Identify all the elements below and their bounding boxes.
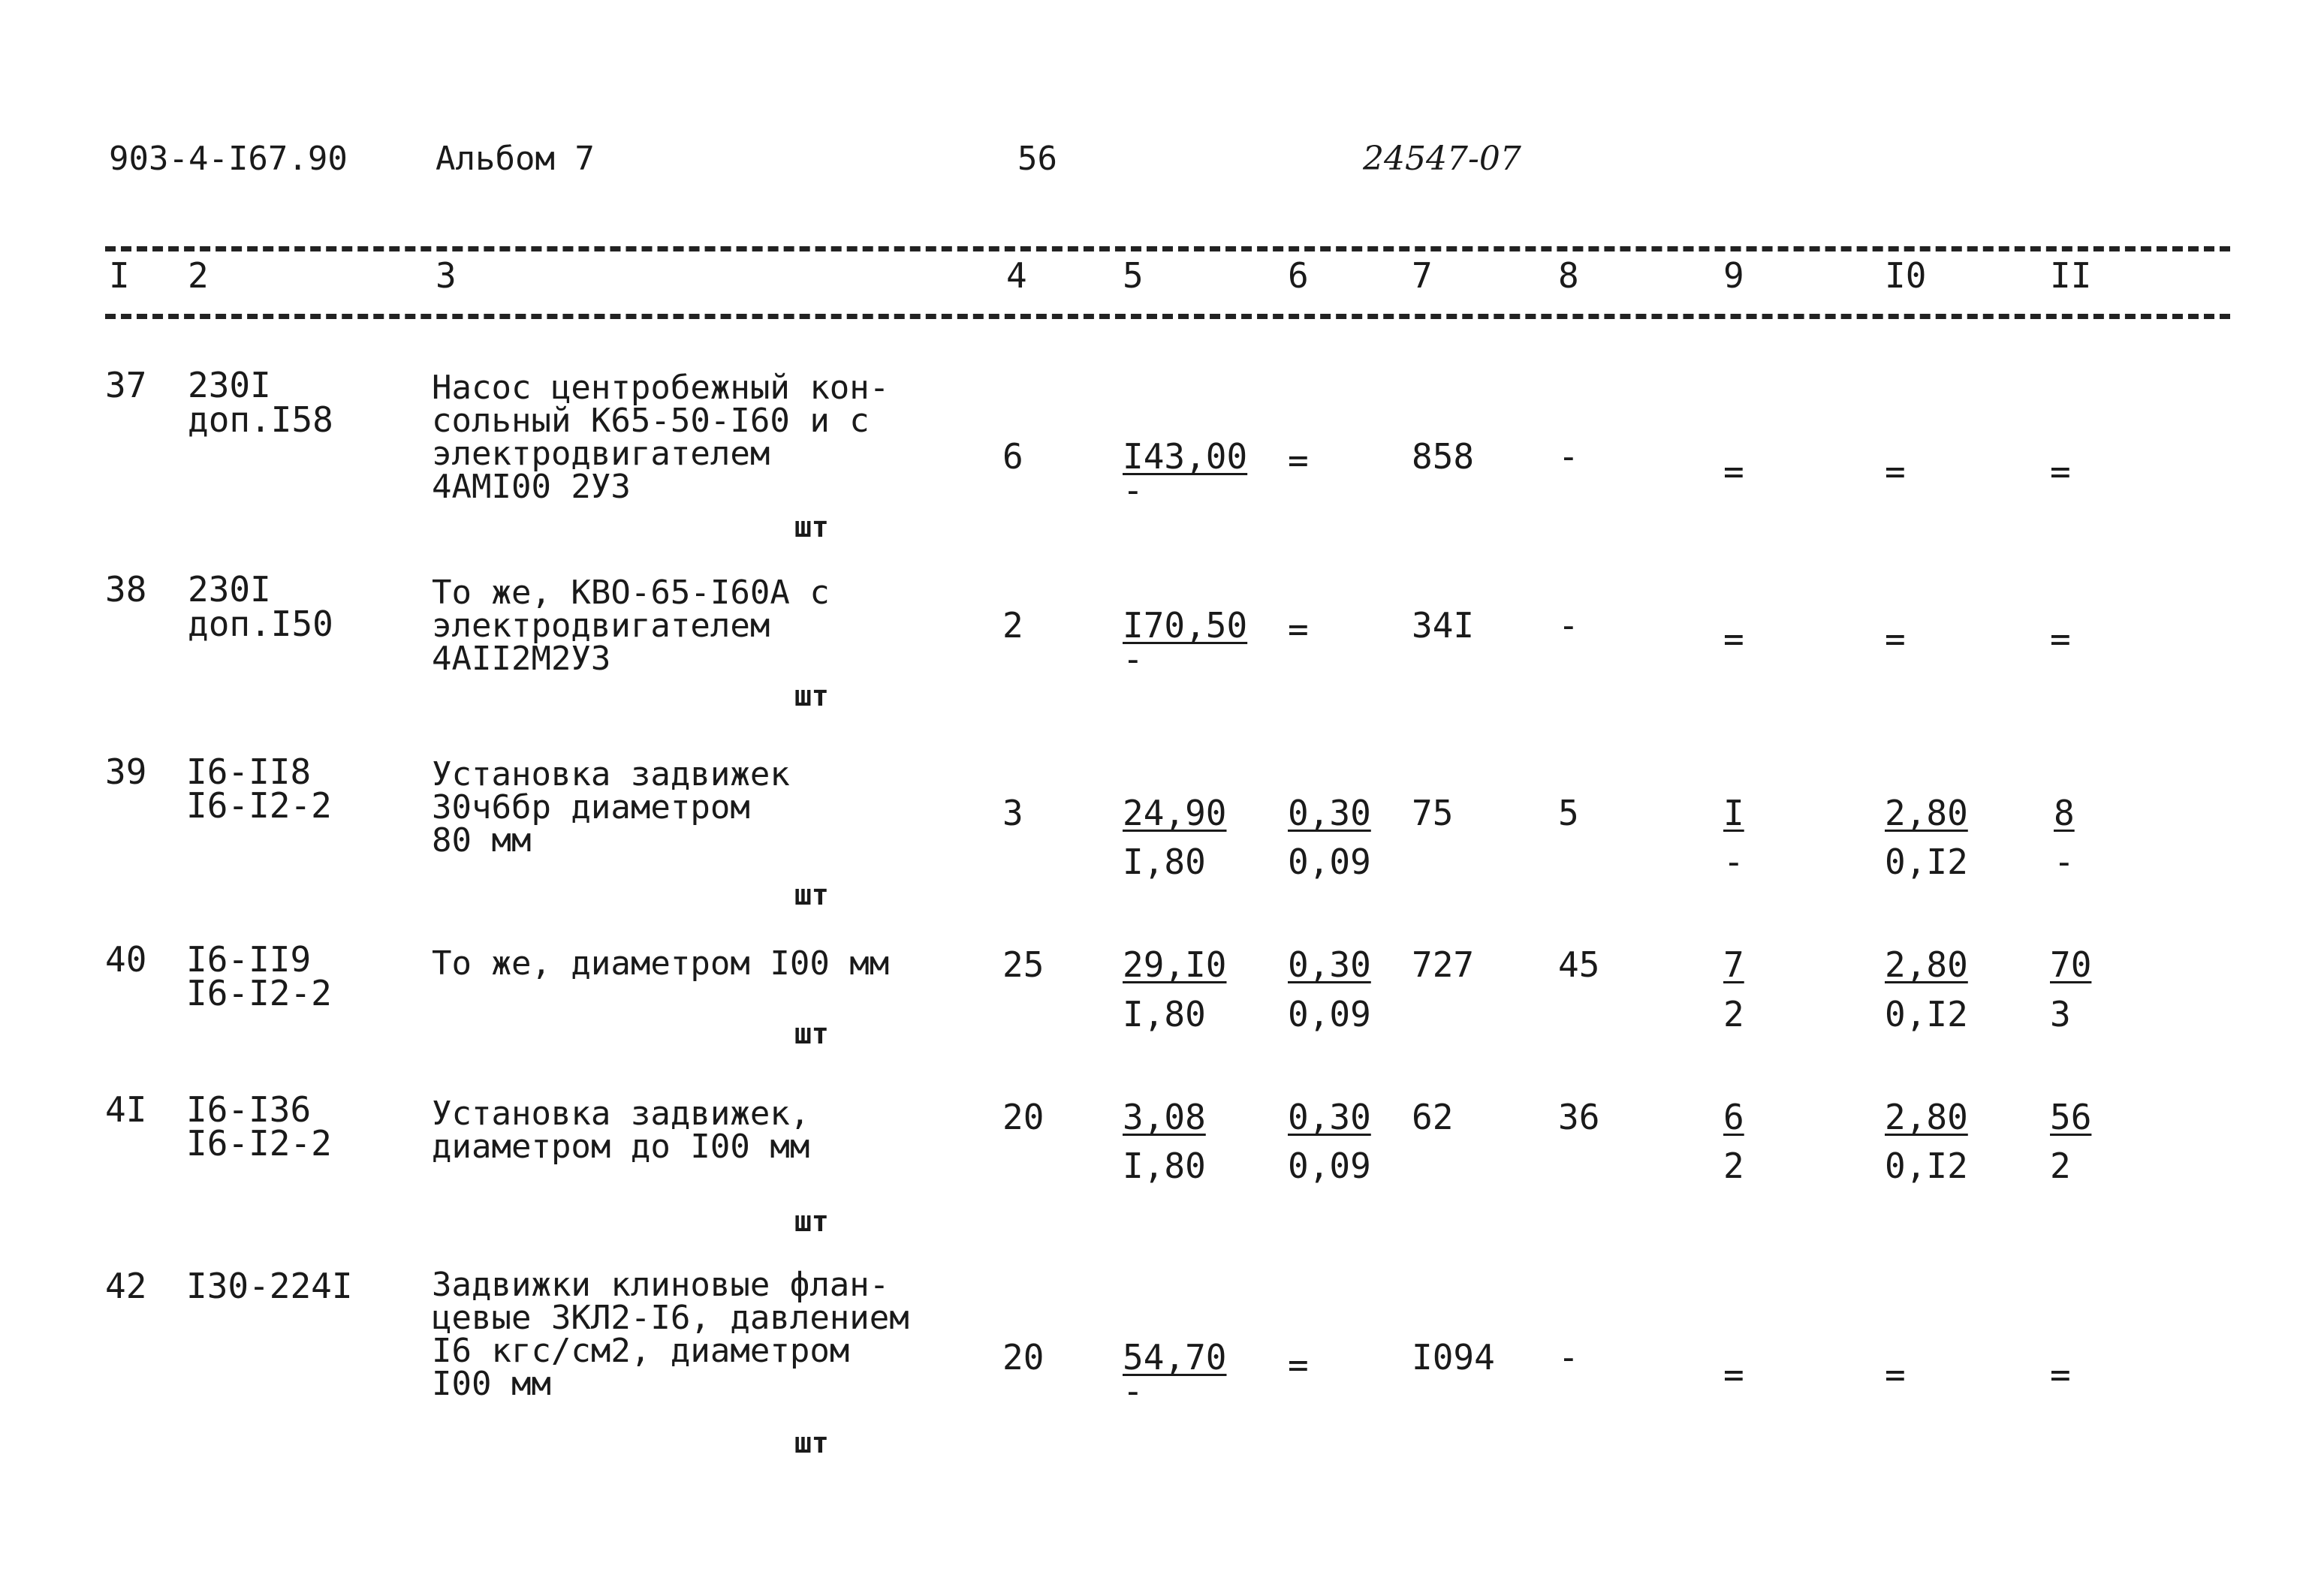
item-description: То же, КВО-65-I60А с электродвигателем 4АII2М2У3: [432, 574, 830, 678]
unit-label: шт: [794, 1017, 829, 1050]
col6-sub: 0,09: [1288, 842, 1371, 882]
col5-sub: -: [1123, 1371, 1144, 1411]
col10-value: 2,80: [1885, 1097, 1968, 1137]
col5-sub: I,80: [1123, 994, 1206, 1034]
unit-label: шт: [794, 1426, 829, 1459]
col7-value: 727: [1412, 944, 1475, 985]
col9-ditto: =: [1723, 1354, 1744, 1395]
col9-value: I: [1723, 793, 1744, 833]
col-header-3: 3: [436, 255, 457, 296]
col11-ditto: =: [2050, 1354, 2071, 1395]
row-number: 4I: [105, 1089, 147, 1130]
col11-ditto: =: [2050, 619, 2071, 659]
col6-ditto: =: [1288, 440, 1309, 480]
col-header-11: II: [2050, 255, 2092, 296]
col9-value: 6: [1723, 1097, 1744, 1137]
col10-sub: 0,I2: [1885, 994, 1968, 1034]
row-number: 37: [105, 365, 147, 405]
col7-value: 858: [1412, 436, 1475, 477]
col10-sub: 0,I2: [1885, 842, 1968, 882]
item-description: Насос центробежный кон- сольный К65-50-I60 и с электродвигателем 4АМI00 2У3: [432, 369, 890, 506]
col8-value: -: [1558, 436, 1579, 477]
col10-value: 2,80: [1885, 793, 1968, 833]
col11-sub: -: [2054, 842, 2075, 882]
quantity: 2: [1002, 605, 1023, 646]
col-header-7: 7: [1412, 255, 1433, 296]
col5-value: 24,90: [1123, 793, 1227, 833]
col6-ditto: =: [1288, 1345, 1309, 1385]
row-number: 38: [105, 569, 147, 610]
col-header-1: I: [109, 255, 130, 296]
row-number: 40: [105, 939, 147, 980]
col9-ditto: =: [1723, 451, 1744, 492]
header-rule-top: [105, 246, 2230, 251]
code-primary: I30-224I: [186, 1266, 353, 1306]
col6-value: 0,30: [1288, 1097, 1371, 1137]
col8-value: 36: [1558, 1097, 1600, 1137]
col-header-4: 4: [1006, 255, 1027, 296]
code-primary: I6-II8: [186, 751, 312, 792]
col6-value: 0,30: [1288, 793, 1371, 833]
col-header-5: 5: [1123, 255, 1144, 296]
code-secondary: I6-I2-2: [186, 1123, 332, 1164]
code-primary: 230I: [188, 365, 271, 405]
col7-value: 62: [1412, 1097, 1454, 1137]
code-secondary: доп.I50: [188, 604, 333, 644]
col8-value: -: [1558, 605, 1579, 646]
col11-ditto: =: [2050, 451, 2071, 492]
col5-value: 54,70: [1123, 1337, 1227, 1378]
col10-sub: 0,I2: [1885, 1146, 1968, 1186]
code-secondary: I6-I2-2: [186, 973, 332, 1013]
unit-label: шт: [794, 510, 829, 544]
col6-ditto: =: [1288, 609, 1309, 649]
col5-sub: I,80: [1123, 842, 1206, 882]
album-label: Альбом 7: [436, 140, 595, 178]
col11-value: 70: [2050, 944, 2092, 985]
unit-label: шт: [794, 1205, 829, 1238]
col-header-8: 8: [1558, 255, 1579, 296]
col11-value: 56: [2050, 1097, 2092, 1137]
item-description: Установка задвижек, диаметром до I00 мм: [432, 1095, 810, 1166]
doc-code: 903-4-I67.90: [109, 140, 348, 178]
col6-sub: 0,09: [1288, 1146, 1371, 1186]
col9-sub: 2: [1723, 994, 1744, 1034]
row-number: 39: [105, 751, 147, 792]
item-description: То же, диаметром I00 мм: [432, 944, 890, 983]
col5-value: 3,08: [1123, 1097, 1206, 1137]
unit-label: шт: [794, 878, 829, 911]
col9-sub: 2: [1723, 1146, 1744, 1186]
col5-sub: -: [1123, 639, 1144, 679]
col6-value: 0,30: [1288, 944, 1371, 985]
col5-value: I43,00: [1123, 436, 1248, 477]
quantity: 20: [1002, 1097, 1044, 1137]
col11-value: 8: [2054, 793, 2075, 833]
col8-value: 5: [1558, 793, 1579, 833]
col11-sub: 3: [2050, 994, 2071, 1034]
quantity: 6: [1002, 436, 1023, 477]
quantity: 3: [1002, 793, 1023, 833]
code-primary: 230I: [188, 569, 271, 610]
code-primary: I6-II9: [186, 939, 312, 980]
col11-sub: 2: [2050, 1146, 2071, 1186]
header-rule-bottom: [105, 314, 2230, 319]
col5-value: 29,I0: [1123, 944, 1227, 985]
col6-sub: 0,09: [1288, 994, 1371, 1034]
item-description: Задвижки клиновые флан- цевые 3КЛ2-I6, давлением I6 кгс/см2, диаметром I00 мм: [432, 1266, 909, 1403]
col10-ditto: =: [1885, 1354, 1906, 1395]
col7-value: 34I: [1412, 605, 1475, 646]
col7-value: I094: [1412, 1337, 1495, 1378]
item-description: Установка задвижек 30ч6бр диаметром 80 мм: [432, 755, 790, 860]
col9-sub: -: [1723, 842, 1744, 882]
col-header-10: I0: [1885, 255, 1927, 296]
col7-value: 75: [1412, 793, 1454, 833]
col5-sub: I,80: [1123, 1146, 1206, 1186]
col-header-6: 6: [1288, 255, 1309, 296]
col10-ditto: =: [1885, 619, 1906, 659]
inventory-number: 24547-07: [1363, 140, 1521, 178]
col8-value: -: [1558, 1337, 1579, 1378]
col10-value: 2,80: [1885, 944, 1968, 985]
col9-ditto: =: [1723, 619, 1744, 659]
quantity: 20: [1002, 1337, 1044, 1378]
quantity: 25: [1002, 944, 1044, 985]
code-secondary: I6-I2-2: [186, 785, 332, 826]
col5-value: I70,50: [1123, 605, 1248, 646]
col5-sub: -: [1123, 470, 1144, 510]
col-header-2: 2: [188, 255, 209, 296]
col10-ditto: =: [1885, 451, 1906, 492]
col9-value: 7: [1723, 944, 1744, 985]
col-header-9: 9: [1723, 255, 1744, 296]
page-number: 56: [1017, 140, 1057, 178]
row-number: 42: [105, 1266, 147, 1306]
code-primary: I6-I36: [186, 1089, 312, 1130]
col8-value: 45: [1558, 944, 1600, 985]
unit-label: шт: [794, 679, 829, 712]
code-secondary: доп.I58: [188, 399, 333, 440]
